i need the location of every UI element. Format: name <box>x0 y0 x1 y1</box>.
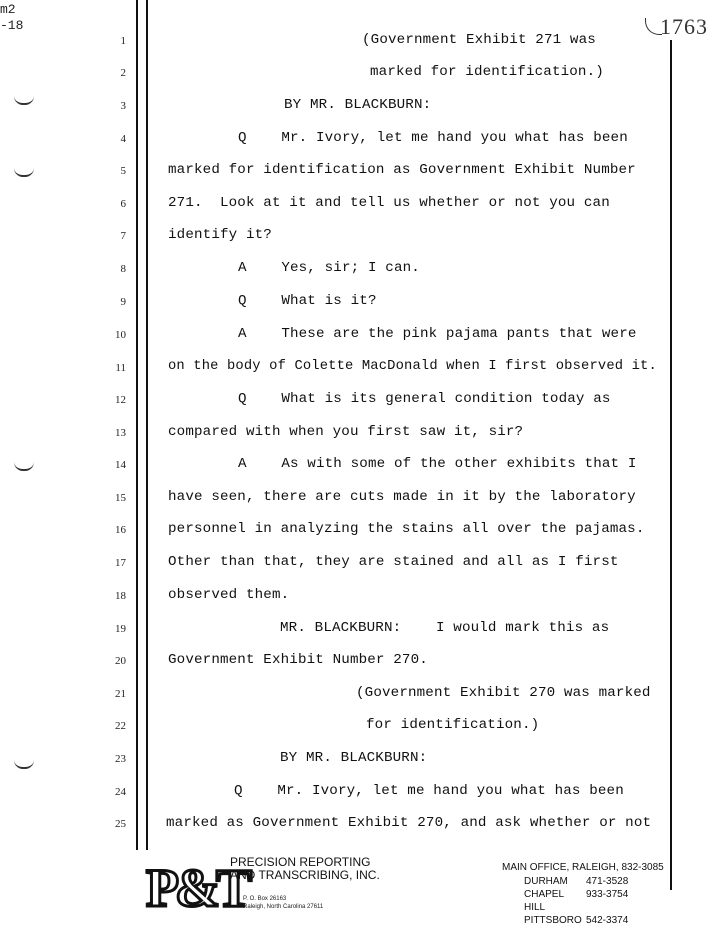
office-phone: 471-3528 <box>586 876 629 887</box>
margin-note-top: m2 <box>0 2 16 17</box>
transcript-line: BY MR. BLACKBURN: <box>284 97 432 113</box>
office-city: PITTSBORO <box>524 915 582 926</box>
line-number: 6 <box>120 198 126 210</box>
line-number: 16 <box>115 524 126 536</box>
line-number: 4 <box>120 133 126 145</box>
transcript-line: marked for identification.) <box>370 64 604 80</box>
line-number: 10 <box>115 329 126 341</box>
office-city: CHAPEL HILL <box>524 889 564 913</box>
transcript-line: Government Exhibit Number 270. <box>168 652 428 668</box>
office-row <box>502 888 664 914</box>
line-number: 24 <box>115 786 126 798</box>
office-phone: 933-3754 <box>586 889 629 900</box>
transcript-line: have seen, there are cuts made in it by the laboratory <box>168 489 636 505</box>
line-number: 12 <box>115 394 126 406</box>
binder-hole-mark <box>14 96 34 105</box>
transcript-line: BY MR. BLACKBURN: <box>280 750 428 766</box>
transcript-line: MR. BLACKBURN: I would mark this as <box>280 620 610 636</box>
line-number: 21 <box>115 688 126 700</box>
transcript-line: A Yes, sir; I can. <box>238 260 420 276</box>
transcript-line: 271. Look at it and tell us whether or not you can <box>168 195 610 211</box>
line-number: 19 <box>115 623 126 635</box>
transcript-line: on the body of Colette MacDonald when I first observed it. <box>168 359 657 374</box>
transcript-line: A As with some of the other exhibits that I <box>238 456 637 472</box>
line-number: 8 <box>120 263 126 275</box>
transcript-line: Other than that, they are stained and all as I first <box>168 554 619 570</box>
company-name-line2: AND TRANSCRIBING, INC. <box>230 868 380 882</box>
transcript-line: for identification.) <box>366 717 540 733</box>
transcript-line: identify it? <box>168 227 272 243</box>
margin-rule-left-outer <box>136 0 138 850</box>
city-state: Raleigh, North Carolina 27611 <box>243 904 324 910</box>
transcript-line: Q What is its general condition today as <box>238 391 611 407</box>
company-address <box>243 895 323 911</box>
margin-note-second: -18 <box>0 18 24 33</box>
company-logo-text: P&T <box>146 858 248 918</box>
line-number: 14 <box>115 459 126 471</box>
line-number: 13 <box>115 427 126 439</box>
main-office: MAIN OFFICE, RALEIGH, 832-3085 <box>502 862 664 873</box>
line-number: 5 <box>120 165 126 177</box>
office-row <box>502 875 664 888</box>
line-number: 17 <box>115 557 126 569</box>
office-phone: 542-3374 <box>586 915 629 926</box>
transcript-line: personnel in analyzing the stains all over the pajamas. <box>168 521 645 537</box>
transcript-line: marked for identification as Government Exhibit Number <box>168 162 636 178</box>
company-name-line1: PRECISION REPORTING <box>230 855 371 869</box>
transcript-line: marked as Government Exhibit 270, and ask whether or not <box>166 815 652 831</box>
line-number: 23 <box>115 753 126 765</box>
line-number: 11 <box>115 362 126 374</box>
line-number: 9 <box>120 296 126 308</box>
transcript-line: Q Mr. Ivory, let me hand you what has been <box>234 783 624 799</box>
line-number: 22 <box>115 720 126 732</box>
binder-hole-mark <box>14 760 34 769</box>
transcript-line: Q What is it? <box>238 293 377 309</box>
margin-rule-right <box>670 40 672 890</box>
transcript-line: observed them. <box>168 587 290 603</box>
office-list <box>502 861 664 927</box>
transcript-line: A These are the pink pajama pants that were <box>238 326 637 342</box>
company-logo <box>144 856 248 918</box>
transcript-line: compared with when you first saw it, sir? <box>168 424 524 440</box>
line-number: 1 <box>120 35 126 47</box>
line-number: 18 <box>115 590 126 602</box>
transcript-line: Q Mr. Ivory, let me hand you what has been <box>238 130 628 146</box>
company-name <box>230 856 380 882</box>
binder-hole-mark <box>14 168 34 177</box>
transcript-line: (Government Exhibit 270 was marked <box>356 685 651 701</box>
office-city: DURHAM <box>524 876 568 887</box>
line-number: 3 <box>120 100 126 112</box>
line-number: 7 <box>120 230 126 242</box>
line-number: 20 <box>115 655 126 667</box>
page-number: 1763 <box>660 14 708 39</box>
line-number: 2 <box>120 67 126 79</box>
transcript-line: (Government Exhibit 271 was <box>362 32 596 48</box>
office-row <box>502 914 664 927</box>
line-number: 15 <box>115 492 126 504</box>
margin-rule-left-inner <box>146 0 148 850</box>
po-box: P. O. Box 26163 <box>243 896 287 902</box>
line-number: 25 <box>115 818 126 830</box>
binder-hole-mark <box>14 462 34 471</box>
